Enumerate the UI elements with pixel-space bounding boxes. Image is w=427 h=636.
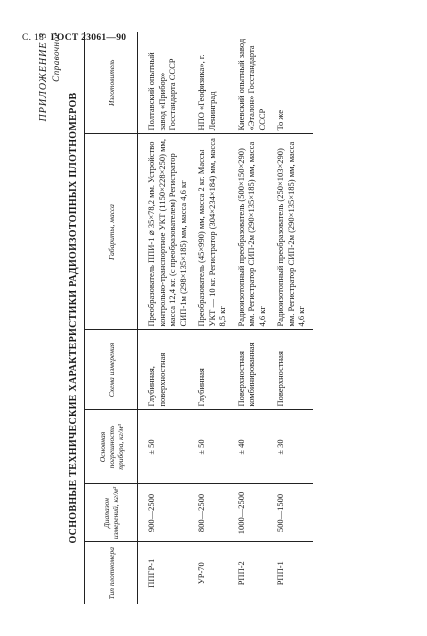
cell-manufacturer: То же — [270, 32, 313, 134]
cell-type: РПП-2 — [235, 561, 246, 586]
cell-manufacturer: НПО «Геофизика», г. Ленинград — [191, 32, 231, 134]
cell-type: ППГР-1 — [146, 558, 156, 588]
cell-range: 500—1500 — [270, 484, 313, 542]
characteristics-table — [84, 32, 313, 604]
cell-range: 900—2500 — [138, 484, 192, 542]
cell-scheme: Поверхностная — [270, 330, 313, 410]
cell-dimensions: Преобразователь (45×990) мм, масса 2 кг. Массы УКТ — 10 кг. Регистратор (304×234×184) мм, масса 8,5 кг — [191, 134, 231, 330]
cell-error: ± 40 — [231, 410, 271, 484]
appendix-title: ПРИЛОЖЕНИЕ 3 — [38, 32, 49, 122]
cell-dimensions: Радиоизотопный преобразователь (500×150×290) мм. Регистратор СИП-2м (290×135×185) мм, масса 4,6 кг — [231, 134, 271, 330]
cell-scheme: Глубинная, поверхностная — [138, 330, 192, 410]
cell-scheme: Поверхностная комбинированная — [231, 330, 271, 410]
rotated-content — [31, 32, 411, 604]
table-row — [231, 32, 271, 604]
cell-range: 1000—2500 — [231, 484, 271, 542]
table-row — [138, 32, 192, 604]
table-header-row — [85, 32, 138, 604]
column-header-dimensions: Габариты, масса — [85, 134, 138, 330]
table-title: ОСНОВНЫЕ ТЕХНИЧЕСКИЕ ХАРАКТЕРИСТИКИ РАДИОИЗОТОПНЫХ ПЛОТНОМЕРОВ — [68, 92, 79, 544]
cell-range: 800—2500 — [191, 484, 231, 542]
appendix-subtitle: Справочное — [51, 32, 61, 82]
cell-scheme: Глубинная — [191, 330, 231, 410]
cell-manufacturer: Полтавский опытный завод «Прибор» Госстандарта СССР — [138, 32, 192, 134]
cell-error: ± 50 — [138, 410, 192, 484]
cell-error: ± 30 — [270, 410, 313, 484]
column-header-error: Основная погрешность прибора, кг/м³ — [85, 410, 138, 484]
table-row — [270, 32, 313, 604]
cell-dimensions: Преобразователь ППИ-1 ⌀ 35×78,2 мм. Устройство контрольно-транспортное УКТ (1150×228×250) мм, масса 12,4 кг. (с преобразователем) Регистратор СИП-1м (298×135×185) мм, масса 4,6 кг — [138, 134, 192, 330]
cell-type: РПП-1 — [275, 561, 285, 586]
column-header-scheme: Схема измерения — [85, 330, 138, 410]
column-header-manufacturer: Изготовитель — [85, 32, 138, 134]
page-number: С. 18 — [22, 33, 45, 43]
cell-dimensions: Радиоизотопный преобразователь (250×103×290) мм. Регистратор СИП-2м (290×135×185) мм, масса 4,6 кг — [270, 134, 313, 330]
cell-error: ± 50 — [191, 410, 231, 484]
table-row — [191, 32, 231, 604]
column-header-type: Тип плотномера — [85, 542, 138, 604]
cell-type: УР-70 — [196, 562, 206, 585]
standard-code: ГОСТ 23061—90 — [50, 33, 127, 43]
appendix-label — [37, 32, 63, 122]
column-header-range: Диапазон измерений, кг/м³ — [85, 484, 138, 542]
cell-manufacturer: Киевский опытный завод «Эталон» Госстандарта СССР — [231, 32, 271, 134]
